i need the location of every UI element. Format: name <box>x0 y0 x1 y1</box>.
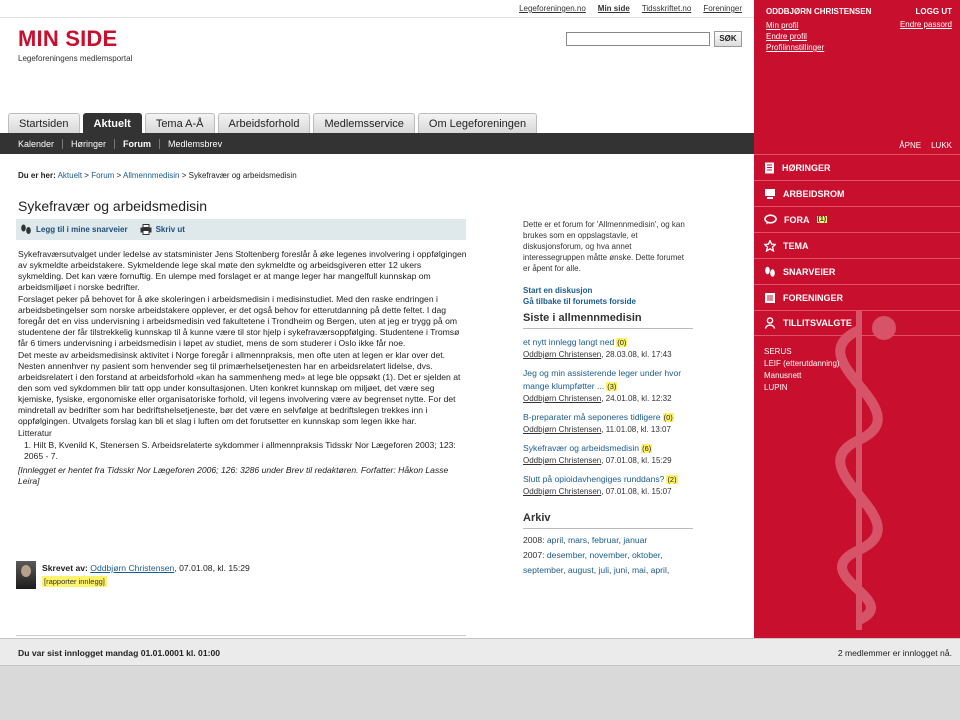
tab-tema[interactable]: Tema A-Å <box>145 113 215 133</box>
latest-posts-heading: Siste i allmennmedisin <box>523 307 693 329</box>
member-sidebar <box>754 0 960 638</box>
archive-month-link[interactable]: august <box>567 565 594 575</box>
change-password-link[interactable]: Endre passord <box>899 20 952 29</box>
computer-icon <box>764 188 776 200</box>
site-tagline: Legeforeningens medlemsportal <box>18 54 133 63</box>
footprints-icon <box>20 224 32 235</box>
sidebar-item-label: ARBEIDSROM <box>783 188 845 199</box>
sidebar-item-tillitsvalgte[interactable] <box>754 310 960 336</box>
top-links-bar <box>0 0 754 18</box>
list-icon <box>764 292 776 304</box>
toplink-tidsskriftet[interactable]: Tidsskriftet.no <box>641 4 692 13</box>
post-count-badge: (2) <box>667 475 677 484</box>
print-button[interactable] <box>140 224 185 235</box>
author-meta <box>42 561 250 589</box>
article-body <box>18 249 468 488</box>
main-tabs <box>8 113 537 133</box>
post-date: , 24.01.08, kl. 12:32 <box>601 394 672 403</box>
post-author-link[interactable]: Oddbjørn Christensen <box>523 425 602 434</box>
page-title: Sykefravær og arbeidsmedisin <box>18 198 208 214</box>
author-block <box>16 561 250 589</box>
author-date: , 07.01.08, kl. 15:29 <box>174 563 250 573</box>
breadcrumb-separator: > <box>181 171 187 180</box>
tab-aktuelt[interactable]: Aktuelt <box>83 113 142 133</box>
notification-badge: (1) <box>817 216 827 223</box>
subnav-kalender[interactable]: Kalender <box>10 139 63 149</box>
profile-links <box>766 20 824 53</box>
breadcrumb-separator: > <box>116 171 122 180</box>
person-icon <box>764 317 776 329</box>
post-title-link[interactable]: Sykefravær og arbeidsmedisin <box>523 443 640 453</box>
tab-arbeidsforhold[interactable]: Arbeidsforhold <box>218 113 311 133</box>
toplink-min-side[interactable]: Min side <box>597 4 630 13</box>
literature-heading: Litteratur <box>18 428 52 438</box>
open-all-button[interactable]: ÅPNE <box>899 141 922 150</box>
speech-bubble-icon <box>764 214 777 225</box>
sidebar-item-tema[interactable] <box>754 232 960 258</box>
document-icon <box>764 162 775 174</box>
archive-month-link[interactable]: november <box>589 550 628 560</box>
sidebar-item-foreninger[interactable] <box>754 284 960 310</box>
post-date: , 07.01.08, kl. 15:29 <box>601 456 672 465</box>
list-item <box>523 367 693 404</box>
breadcrumb <box>18 171 297 180</box>
search-input[interactable] <box>566 32 710 46</box>
author-label: Skrevet av: <box>42 563 88 573</box>
sidebar-item-label: FORENINGER <box>783 292 844 303</box>
sidebar-item-label: TILLITSVALGTE <box>783 318 852 328</box>
edit-profile-link[interactable]: Endre profil <box>766 32 807 41</box>
post-title-link[interactable]: Jeg og min assisterende leger under hvor mange klumpføtter ... <box>523 368 682 391</box>
breadcrumb-current: Sykefravær og arbeidsmedisin <box>188 171 297 180</box>
article-toolbar <box>16 219 466 240</box>
subnav-medlemsbrev[interactable]: Medlemsbrev <box>168 138 223 149</box>
forum-info-column <box>523 219 693 578</box>
divider <box>16 635 466 636</box>
logout-link[interactable]: LOGG UT <box>915 7 952 16</box>
post-author-link[interactable]: Oddbjørn Christensen <box>523 456 602 465</box>
archive-year-row: 2008: april, mars, februar, januar <box>523 535 648 545</box>
role-link-serus[interactable]: SERUS <box>764 347 792 356</box>
sidebar-item-fora[interactable] <box>754 206 960 232</box>
forum-description: Dette er et forum for 'Allmennmedisin', og kan brukes som en oppslagstavle, et diskusjonsforum, og hva annet interessegruppen måtte ønske. Dette forumet er åpent for alle. <box>523 220 685 273</box>
toplink-foreninger[interactable]: Foreninger <box>703 4 742 13</box>
my-profile-link[interactable]: Min profil <box>766 21 799 30</box>
print-label: Skriv ut <box>155 225 185 234</box>
site-logo[interactable]: MIN SIDE <box>18 26 118 51</box>
literature-reference: 1. Hilt B, Kvenild K, Stenersen S. Arbeidsrelaterte sykdommer i allmennpraksis Tidsskr Nor Lægeforen 2003; 123: 2065 - 7. <box>24 440 456 461</box>
list-item <box>523 442 693 466</box>
role-link-manusnett[interactable]: Manusnett <box>764 371 802 380</box>
post-date: , 07.01.08, kl. 15:07 <box>601 487 672 496</box>
post-author-link[interactable]: Oddbjørn Christensen <box>523 350 602 359</box>
archive-year-row: 2007: desember, november, oktober, september, august, juli, juni, mai, april, <box>523 550 670 575</box>
archive-heading: Arkiv <box>523 507 693 529</box>
search-button[interactable]: SØK <box>714 31 742 47</box>
archive-month-link[interactable]: september <box>523 565 564 575</box>
post-author-link[interactable]: Oddbjørn Christensen <box>523 487 602 496</box>
avatar <box>16 561 36 589</box>
sidebar-item-label: FORA <box>784 214 810 225</box>
footprints-icon <box>764 266 776 278</box>
archive-month-link[interactable]: desember <box>546 550 585 560</box>
sidebar-item-label: SNARVEIER <box>783 266 836 277</box>
sidebar-item-horinger[interactable] <box>754 154 960 180</box>
online-members-status: 2 medlemmer er innlogget nå. <box>837 648 952 658</box>
add-shortcut-label: Legg til i mine snarveier <box>36 225 128 234</box>
page-bottom-area <box>0 666 960 720</box>
breadcrumb-allmennmedisin[interactable]: Allmennmedisin <box>123 171 180 180</box>
sidebar-item-arbeidsrom[interactable] <box>754 180 960 206</box>
add-shortcut-button[interactable] <box>20 224 128 235</box>
archive-month-link[interactable]: juli <box>598 565 610 575</box>
open-close-controls <box>899 141 952 150</box>
subnav-horinger[interactable]: Høringer <box>63 139 115 149</box>
post-count-badge: (6) <box>642 444 652 453</box>
archive-month-link[interactable]: mai <box>631 565 646 575</box>
report-post-link[interactable]: [rapporter innlegg] <box>44 577 105 586</box>
breadcrumb-label: Du er her: <box>18 171 56 180</box>
toplink-legeforeningen[interactable]: Legeforeningen.no <box>519 4 586 13</box>
start-discussion-link[interactable]: Start en diskusjon <box>523 286 593 295</box>
archive-month-link[interactable]: februar <box>591 535 619 545</box>
close-all-button[interactable]: LUKK <box>931 141 952 150</box>
back-to-forum-link[interactable]: Gå tilbake til forumets forside <box>523 297 636 306</box>
tab-medlemsservice[interactable]: Medlemsservice <box>313 113 414 133</box>
user-name: ODDBJØRN CHRISTENSEN <box>766 7 872 16</box>
list-item <box>523 411 693 435</box>
sidebar-menu <box>754 154 960 336</box>
post-title-link[interactable]: et nytt innlegg langt ned <box>523 337 615 347</box>
breadcrumb-separator: > <box>84 171 89 180</box>
author-link[interactable]: Oddbjørn Christensen <box>90 563 175 573</box>
archive-year: 2007: <box>523 550 545 560</box>
printer-icon <box>140 224 152 235</box>
article-paragraph: Det meste av arbeidsmedisinsk aktivitet i Norge foregår i allmennpraksis, men ofte uten at legen er klar over det. Nesten annenhver ny pasient som henvender seg til primærhelsetjenesten har en arbeidsrelatert lidelse, dvs. arbeidsrelatert i den forstand at arbeidsforhold «kan ha sammenheng med» at lege ble oppsøkt (1). Det er sjelden at den som ved sykdommen blir tatt opp under konsultasjonen. Uten konkret kunnskap om miljøet, det være seg kjemiske, fysiske, ergonomiske eller organisatoriske forhold, vil legens involvering være av begrenset nytte. For det mindretall av bedrifter som har bedriftshelsetjeneste, bør det være en selvfølge at bedriftslegen trekkes inn i oppfølgingen. Utvalgets forslag kan bli et slag i luften om det forutsetter en kunnskap som legen ikke har. <box>18 350 461 426</box>
role-link-lupin[interactable]: LUPIN <box>764 383 788 392</box>
tab-om-legeforeningen[interactable]: Om Legeforeningen <box>418 113 537 133</box>
post-count-badge: (3) <box>607 382 617 391</box>
status-footer <box>0 638 960 666</box>
article-paragraph: Forslaget peker på behovet for å øke skoleringen i arbeidsmedisin i medisinstudiet. Med den raske endringen i arbeidsbetingelser som norske arbeidstakere opplever, er det også behov for etterutdanning på dette feltet. I dag foregår det en viss undervisning i arbeidsmedisin ved fakultetene i Trondheim og Bergen, uten at jeg er trygg på om studentene der får tilstrekkelig kunnskap til å kunne være til stor hjelp i sykefraværsoppfølging. Studentene i Tromsø får 6 timers undervisning i arbeidsmedisin i løpet av studiet, mens de som studerer i Oslo ikke får noe. <box>18 294 460 348</box>
article-paragraph: Sykefraværsutvalget under ledelse av statsminister Jens Stoltenberg foreslår å øke legenes involvering i oppfølgingen av sykmeldte arbeidstakere. Sykmeldende lege skal møte den sykmeldte og arbeidsgiveren etter 12 ukers sykmelding. Det kan være fornuftig. En ulempe med forslaget er at mange leger har mangelfull kunnskap om arbeidsmiljøet i norske bedrifter. <box>18 249 467 292</box>
last-login-status: Du var sist innlogget mandag 01.01.0001 kl. 01:00 <box>18 648 221 658</box>
archive-month-link[interactable]: april <box>650 565 667 575</box>
post-date: , 28.03.08, kl. 17:43 <box>601 350 672 359</box>
post-count-badge: (0) <box>663 413 673 422</box>
archive-month-link[interactable]: januar <box>623 535 648 545</box>
breadcrumb-aktuelt[interactable]: Aktuelt <box>57 171 83 180</box>
role-links <box>764 346 840 394</box>
archive-year: 2008: <box>523 535 545 545</box>
list-item <box>523 336 693 360</box>
post-author-link[interactable]: Oddbjørn Christensen <box>523 394 602 403</box>
archive-list <box>523 533 693 578</box>
source-note: [Innlegget er hentet fra Tidsskr Nor Lægeforen 2006; 126: 3286 under Brev til redaktøren. Forfatter: Håkon Lasse Leira] <box>18 465 449 486</box>
archive-month-link[interactable]: mars <box>567 535 588 545</box>
sidebar-item-snarveier[interactable] <box>754 258 960 284</box>
post-title-link[interactable]: B-preparater må seponeres tidligere <box>523 412 661 422</box>
list-item <box>523 473 693 497</box>
breadcrumb-forum[interactable]: Forum <box>91 171 115 180</box>
post-title-link[interactable]: Slutt på opioidavhengiges runddans? <box>523 474 665 484</box>
archive-month-link[interactable]: april <box>546 535 564 545</box>
post-count-badge: (0) <box>617 338 627 347</box>
sidebar-item-label: HØRINGER <box>782 162 831 173</box>
subnav-forum[interactable]: Forum <box>115 139 160 149</box>
tab-startsiden[interactable]: Startsiden <box>8 113 80 133</box>
profile-settings-link[interactable]: Profilinnstillinger <box>766 43 825 52</box>
sidebar-item-label: TEMA <box>783 240 809 251</box>
archive-month-link[interactable]: juni <box>613 565 628 575</box>
archive-month-link[interactable]: oktober <box>631 550 661 560</box>
sub-navigation <box>0 133 754 154</box>
star-icon <box>764 240 776 252</box>
role-link-leif[interactable]: LEIF (etterutdanning) <box>764 359 840 368</box>
post-date: , 11.01.08, kl. 13:07 <box>601 425 671 434</box>
